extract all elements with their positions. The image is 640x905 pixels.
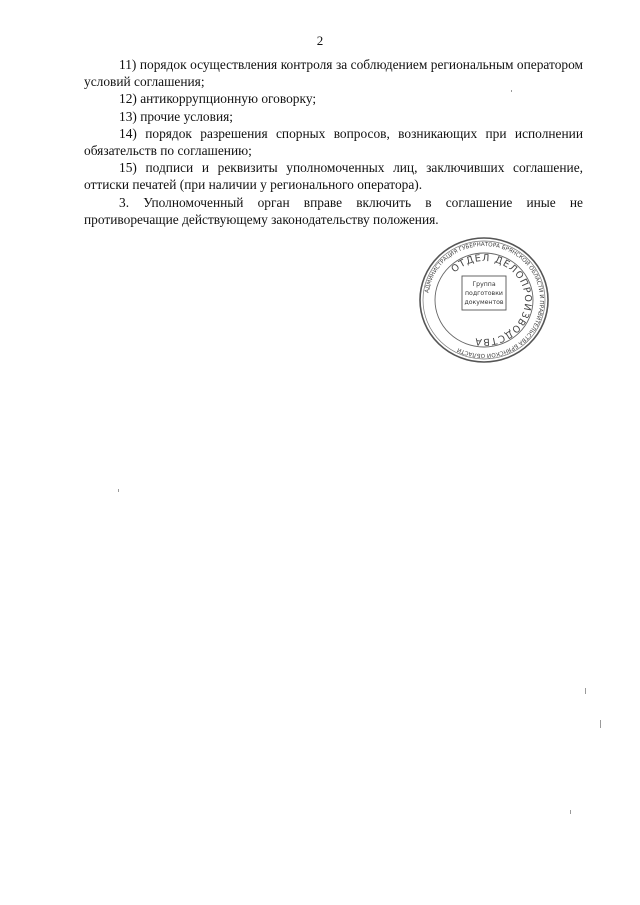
stamp-inner-text: ОТДЕЛ ДЕЛОПРОИЗВОДСТВА (449, 252, 534, 348)
scan-speck (511, 90, 512, 92)
list-item-12: 12) антикоррупционную оговорку; (119, 91, 317, 107)
stamp-center-line-2: подготовки (465, 290, 503, 297)
scan-speck (118, 489, 119, 492)
stamp-center-line-3: документов (464, 299, 504, 306)
official-stamp (418, 236, 550, 364)
list-item-14: 14) порядок разрешения спорных вопросов, возникающих при исполнении обязательств по соглашению; (84, 125, 583, 159)
scan-speck (600, 720, 601, 728)
clause-3: 3. Уполномоченный орган вправе включить в соглашение иные не противоречащие действующему законодательству положения. (84, 194, 583, 227)
list-item-13: 13) прочие условия; (119, 108, 233, 124)
stamp-seal-icon (418, 236, 550, 364)
scan-speck (585, 688, 586, 694)
list-item-11: 11) порядок осуществления контроля за соблюдением региональным оператором условий соглашения; (84, 57, 583, 90)
document-body (84, 56, 583, 228)
scan-speck (570, 810, 571, 814)
list-item-15: 15) подписи и реквизиты уполномоченных лиц, заключивших соглашение, оттиски печатей (при наличии у регионального оператора). (84, 160, 583, 193)
page-number: 2 (316, 33, 324, 48)
stamp-center-line-1: Группа (472, 281, 496, 288)
stamp-outer-text: АДМИНИСТРАЦИЯ ГУБЕРНАТОРА БРЯНСКОЙ ОБЛАСТИ И ПРАВИТЕЛЬСТВА БРЯНСКОЙ ОБЛАСТИ (424, 241, 545, 359)
